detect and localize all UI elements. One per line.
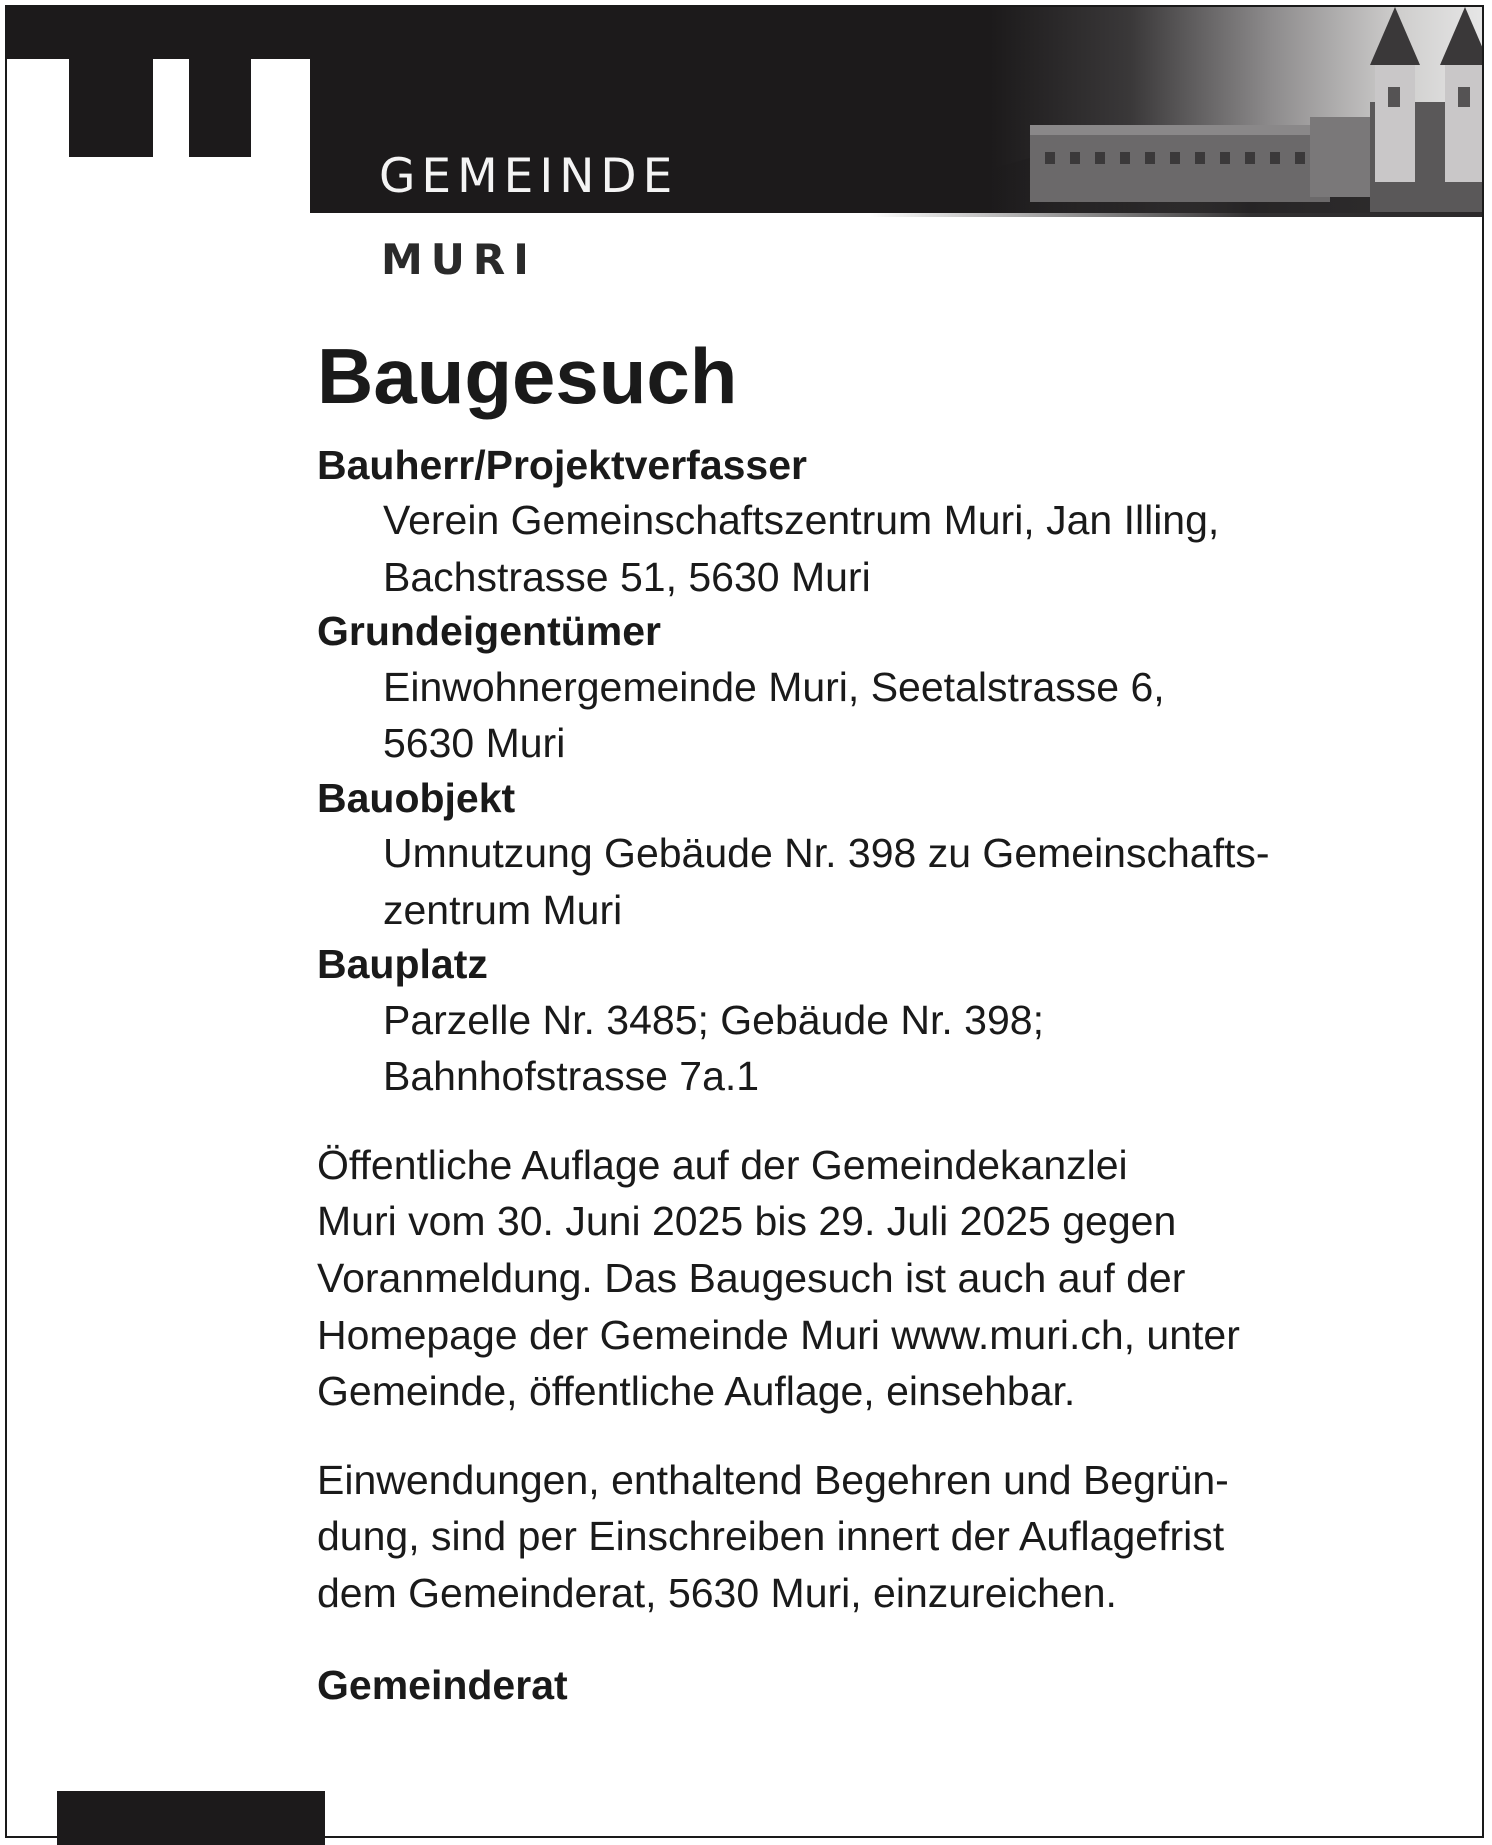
section-bauplatz xyxy=(317,938,1457,1104)
paragraph-line: dem Gemeinderat, 5630 Muri, einzureichen. xyxy=(317,1569,1117,1616)
value-line: 5630 Muri xyxy=(383,720,566,767)
crenellation-merlon xyxy=(189,7,251,157)
footer-black-bar xyxy=(57,1791,325,1845)
brand-gemeinde-text: GEMEINDE xyxy=(379,149,679,204)
paragraph-line: Homepage der Gemeinde Muri www.muri.ch, unter xyxy=(317,1311,1240,1358)
section-value xyxy=(383,659,1457,772)
value-line: Verein Gemeinschaftszentrum Muri, Jan Illing, xyxy=(383,497,1220,544)
section-label: Grundeigentümer xyxy=(317,608,661,655)
paragraph-line: Voranmeldung. Das Baugesuch ist auch auf der xyxy=(317,1254,1186,1301)
value-line: Einwohnergemeinde Muri, Seetalstrasse 6, xyxy=(383,663,1165,710)
value-line: Bachstrasse 51, 5630 Muri xyxy=(383,553,871,600)
objection-paragraph xyxy=(317,1452,1457,1622)
paragraph-line: Muri vom 30. Juni 2025 bis 29. Juli 2025 gegen xyxy=(317,1198,1177,1245)
paragraph-line: Gemeinde, öffentliche Auflage, einsehbar. xyxy=(317,1368,1076,1415)
section-label: Bauherr/Projektverfasser xyxy=(317,442,807,488)
paragraph-line: dung, sind per Einschreiben innert der Auflagefrist xyxy=(317,1513,1225,1560)
paragraph-line: Einwendungen, enthaltend Begehren und Begrün- xyxy=(317,1456,1229,1503)
section-bauobjekt xyxy=(317,772,1457,938)
brand-muri-text: MURI xyxy=(381,235,537,284)
section-value xyxy=(383,825,1457,938)
header-logo xyxy=(7,7,1482,297)
crenellation-merlon xyxy=(69,7,153,157)
signature: Gemeinderat xyxy=(317,1662,568,1709)
value-line: Umnutzung Gebäude Nr. 398 zu Gemeinschafts- xyxy=(383,830,1270,877)
value-line: zentrum Muri xyxy=(383,886,623,933)
value-line: Parzelle Nr. 3485; Gebäude Nr. 398; xyxy=(383,996,1044,1043)
section-grundeigentuemer xyxy=(317,605,1457,771)
section-label: Bauobjekt xyxy=(317,774,516,821)
notice-title: Baugesuch xyxy=(317,332,738,420)
section-value xyxy=(383,492,1457,605)
public-display-paragraph xyxy=(317,1137,1457,1420)
notice-frame xyxy=(5,5,1484,1838)
section-label: Bauplatz xyxy=(317,941,488,988)
value-line: Bahnhofstrasse 7a.1 xyxy=(383,1053,760,1100)
paragraph-line: Öffentliche Auflage auf der Gemeindekanzlei xyxy=(317,1141,1128,1188)
section-bauherr xyxy=(317,439,1457,605)
section-value xyxy=(383,992,1457,1105)
notice-content xyxy=(317,332,1457,1713)
